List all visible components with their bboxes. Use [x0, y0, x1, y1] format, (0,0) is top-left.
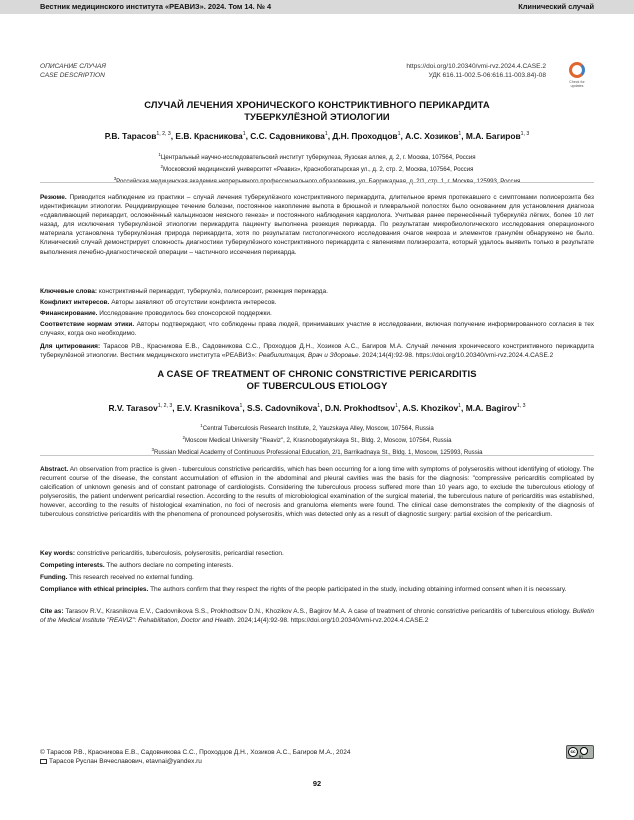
keywords-en-label: Key words:: [40, 550, 76, 557]
citation-ru: [40, 342, 594, 360]
keywords-ru: [40, 287, 594, 296]
section-header-label: Клинический случай: [518, 2, 594, 11]
affiliations-ru: [40, 150, 594, 186]
author-name: M.A. Bagirov: [465, 403, 517, 413]
article-type-ru: ОПИСАНИЕ СЛУЧАЯ: [40, 63, 106, 70]
author-affiliation-sup: 1: [397, 131, 401, 138]
affiliation-text: Central Tuberculosis Research Institute, 2, Yauzskaya Alley, Moscow, 107564, Russia: [202, 425, 434, 433]
author-separator: ,: [320, 403, 325, 413]
keywords-en-text: constrictive pericarditis, tuberculosis, polyserositis, pericardial resection.: [76, 550, 284, 557]
affiliation-text: Центральный научно-исследовательский институт туберкулеза, Яузская аллея, д. 2, г. Москва, 107564, Россия: [160, 154, 476, 162]
affiliation-text: Российская медицинская академия непрерывного профессионального образования, ул. Баррикадная, д. 2/1, стр. 1, г. Москва, 125993, Россия: [116, 178, 521, 186]
ethics-en: [40, 585, 594, 594]
author-affiliation-sup: 1, 2, 3: [157, 403, 173, 410]
envelope-icon: [40, 759, 47, 764]
author-name: R.V. Tarasov: [108, 403, 158, 413]
divider: [40, 182, 594, 183]
author-affiliation-sup: 1: [239, 403, 243, 410]
contact-text[interactable]: Тарасов Руслан Вячеславович, etavnai@yandex.ru: [49, 758, 202, 765]
funding-en-label: Funding.: [40, 574, 68, 581]
affiliation-number: 3: [151, 447, 154, 453]
page-number: 92: [312, 779, 322, 788]
article-type: [40, 62, 106, 80]
abstract-en-text: An observation from practice is given - tuberculous constrictive pericarditis, which has been occurring for a long time with symptoms of polyserositis without identifying of etiology. The recurrent course of the disease, the constant accumulation of effusion in the abdominal and pleural cavities was the basis for the diagnosis: "compressive pericarditis complicated by calcification of unknown genesis and of constant patronage of cardiologists. Considering the tuberculous process suffered more than 10 years ago, to exclude the tuberculous etiology of polyserositis, the patient underwent pericardial resection. According to the results of microbiological examination of the surgical material, the tuberculous nature of pericarditis was established, however, according to the results of histological examination, no foci of necrosis and granuloma elements were found. The clinical case demonstrates the complexity of the diagnosis of tuberculous constrictive pericarditis with the phenomena of pronounced polyserositis, which was detected only as a result of diagnostic surgery: partial excision of the pericardium.: [40, 466, 594, 519]
citation-ru-tail[interactable]: . 2024;14(4):92-98. https://doi.org/10.20340/vmi-rvz.2024.4.CASE.2: [358, 352, 554, 360]
title-en-line1: A CASE OF TREATMENT OF CHRONIC CONSTRICTIVE PERICARDITIS: [157, 368, 477, 379]
abstract-ru: [40, 193, 594, 257]
author-affiliation-sup: 1: [317, 403, 321, 410]
conflict-ru-label: Конфликт интересов.: [40, 299, 110, 306]
article-identifiers: [406, 62, 546, 80]
article-title-en: [40, 368, 594, 392]
funding-en: [40, 573, 594, 582]
ethics-ru: [40, 320, 594, 338]
license-by-label: BY: [579, 755, 584, 759]
affiliation-line: [40, 150, 594, 162]
crossmark-badge[interactable]: [565, 62, 589, 92]
authors-en: [40, 403, 594, 413]
conflict-en: [40, 561, 594, 570]
ethics-ru-label: Соответствие нормам этики.: [40, 321, 135, 328]
funding-en-text: This research received no external funding.: [69, 574, 194, 581]
abstract-ru-text: Приводится наблюдение из практики – случай лечения туберкулёзного констриктивного перикардита, длительное время протекавшего с симптомами полисерозита без идентификации этиологии. Рецидивирующее течение болезни, постоянное накопление выпота в брюшной и плевральной полостях было основанием для установления диагноза «сдавливающий перикардит, осложнённый кальцинозом неясного генеза» и постоянного наблюдения кардиолога. Учитывая ранее перенесённый туберкулёз лёгких, более 10 лет назад, для исключения туберкулёзной этиологии перикардита пациенту выполнена резекция перикарда. По результатам микробиологического исследования операционного материала установлена туберкулёзная природа перикардита, хотя по результатам гистологического исследования очагов некроза и элементов гранулём обнаружено не было. Клинический случай демонстрирует сложность диагностики туберкулёзного констриктивного перикардита с явлениями полизерозита, который удалось выявить только в результате выполнения лечебно-диагностической операции – частичного иссечения перикарда.: [40, 194, 594, 256]
affiliation-number: 2: [160, 164, 163, 170]
author-affiliation-sup: 1: [324, 131, 328, 138]
author-affiliation-sup: 1: [242, 131, 246, 138]
affiliation-line: [40, 433, 594, 445]
funding-ru-text: Исследование проводилось без спонсорской поддержки.: [99, 310, 272, 317]
author-name: E.V. Krasnikova: [176, 403, 240, 413]
keywords-ru-text: констриктивный перикардит, туберкулёз, полисерозит, резекция перикарда.: [98, 288, 328, 295]
author-separator: ,: [461, 403, 466, 413]
keywords-en: [40, 549, 594, 558]
author-affiliation-sup: 1, 3: [520, 131, 530, 138]
author-separator: ,: [327, 131, 333, 141]
title-ru-line1: СЛУЧАЙ ЛЕЧЕНИЯ ХРОНИЧЕСКОГО КОНСТРИКТИВНОГО ПЕРИКАРДИТА: [144, 99, 490, 110]
abstract-en-label: Abstract.: [40, 466, 69, 473]
copyright-text: © Тарасов Р.В., Красникова Е.В., Садовникова С.С., Проходцов Д.Н., Хозиков А.С., Багиров М.А., 2024: [40, 749, 351, 756]
ethics-ru-text: Авторы подтверждают, что соблюдены права людей, принимавших участие в исследовании, включая получение информированного согласия в тех случаях, когда оно необходимо.: [40, 321, 594, 338]
affiliation-number: 1: [200, 423, 203, 428]
ethics-en-label: Compliance with ethical principles.: [40, 586, 149, 593]
affiliation-text: Russian Medical Academy of Continuous Professional Education, 2/1, Barrikadnaya St., Bldg. 1, Moscow, 125993, Russia: [153, 449, 483, 457]
citation-en-label: Cite as:: [40, 608, 64, 615]
author-name: Д.Н. Проходцов: [332, 131, 398, 141]
author-affiliation-sup: 1: [395, 403, 398, 410]
affiliation-line: [40, 162, 594, 174]
running-header: [0, 0, 634, 14]
title-en-line2: OF TUBERCULOUS ETIOLOGY: [246, 380, 388, 391]
affiliation-number: 2: [182, 435, 185, 441]
affiliation-text: Московский медицинский университет «Реавиз», Краснобогатырская ул., д. 2, стр. 2, Москва, 107564, Россия: [163, 166, 474, 174]
journal-header-title: Вестник медицинского института «РЕАВИЗ». 2024. Том 14. № 4: [40, 2, 272, 11]
author-name: М.А. Багиров: [465, 131, 521, 141]
doi-link[interactable]: https://doi.org/10.20340/vmi-rvz.2024.4.CASE.2: [406, 63, 546, 70]
citation-en-journal: Bulletin of the Medical Institute "REAVIZ": Rehabilitation, Doctor and Health: [40, 608, 594, 625]
conflict-en-label: Competing interests.: [40, 562, 105, 569]
citation-en: [40, 607, 594, 625]
author-separator: ,: [397, 403, 403, 413]
citation-en-text: Tarasov R.V., Krasnikova E.V., Cadovnikova S.S., Prokhodtsov D.N., Khozikov A.S., Bagirov M.A. A case of treatment of chronic constrictive pericarditis of tuberculous etiology.: [65, 608, 573, 615]
conflict-ru: [40, 298, 594, 307]
cc-license-badge[interactable]: [566, 745, 594, 759]
author-name: Е.В. Красникова: [175, 131, 243, 141]
cc-icon: cc: [568, 747, 578, 757]
conflict-en-text: The authors declare no competing interests.: [106, 562, 234, 569]
author-separator: ,: [242, 403, 247, 413]
title-ru-line2: ТУБЕРКУЛЁЗНОЙ ЭТИОЛОГИИ: [244, 111, 390, 122]
article-title-ru: [40, 99, 594, 123]
divider: [40, 455, 594, 456]
crossmark-label: Check for updates: [569, 80, 585, 88]
affiliation-text: Moscow Medical University "Reaviz", 2, Krasnobogatyrskaya St., Bldg. 2, Moscow, 107564, Russia: [184, 437, 452, 445]
author-name: A.S. Khozikov: [402, 403, 459, 413]
author-separator: ,: [400, 131, 406, 141]
affiliation-number: 3: [113, 176, 117, 182]
citation-en-tail[interactable]: . 2024;14(4):92-98. https://doi.org/10.20340/vmi-rvz.2024.4.CASE.2: [233, 617, 429, 625]
contact-line: [40, 757, 350, 766]
author-affiliation-sup: 1, 2, 3: [156, 131, 171, 138]
author-separator: ,: [461, 131, 466, 141]
author-name: Р.В. Тарасов: [104, 131, 157, 141]
author-name: S.S. Cadovnikova: [246, 403, 318, 413]
udc-code: УДК 616.11-002.5-06:616.11-003.84)-08: [428, 72, 546, 79]
author-separator: ,: [170, 131, 176, 141]
affiliations-en: [40, 421, 594, 457]
abstract-en: [40, 465, 594, 520]
author-name: С.С. Садовникова: [250, 131, 325, 141]
authors-ru: [40, 131, 594, 141]
conflict-ru-text: Авторы заявляют об отсутствии конфликта интересов.: [111, 299, 277, 306]
author-affiliation-sup: 1, 3: [516, 403, 526, 410]
person-icon: [580, 747, 588, 755]
funding-ru-label: Финансирование.: [40, 310, 98, 317]
funding-ru: [40, 309, 594, 318]
author-affiliation-sup: 1: [458, 131, 462, 138]
author-name: А.С. Хозиков: [405, 131, 459, 141]
author-affiliation-sup: 1: [458, 403, 462, 410]
keywords-ru-label: Ключевые слова:: [40, 288, 98, 295]
author-separator: ,: [172, 403, 177, 413]
affiliation-number: 1: [158, 152, 161, 157]
ethics-en-text: The authors confirm that they respect the rights of the people participated in the study, including obtaining informed consent when it is necessary.: [150, 586, 567, 593]
author-separator: ,: [245, 131, 251, 141]
author-name: D.N. Prokhodtsov: [324, 403, 396, 413]
affiliation-line: [40, 174, 594, 186]
citation-ru-text: Тарасов Р.В., Красникова Е.В., Садовникова С.С., Проходцов Д.Н., Хозиков А.С., Багиров М.А. Случай лечения хронического констриктивного перикардита туберкулёзной этиологии. Вестник медицинского института «РЕАВИЗ»:: [40, 343, 594, 360]
abstract-ru-label: Резюме.: [40, 194, 67, 201]
crossmark-icon: [569, 62, 585, 78]
footer-copyright: [40, 748, 350, 766]
citation-ru-label: Для цитирования:: [40, 343, 101, 350]
citation-ru-journal: Реабилитация, Врач и Здоровье: [258, 352, 359, 360]
article-type-en: CASE DESCRIPTION: [40, 72, 105, 79]
affiliation-line: [40, 421, 594, 433]
